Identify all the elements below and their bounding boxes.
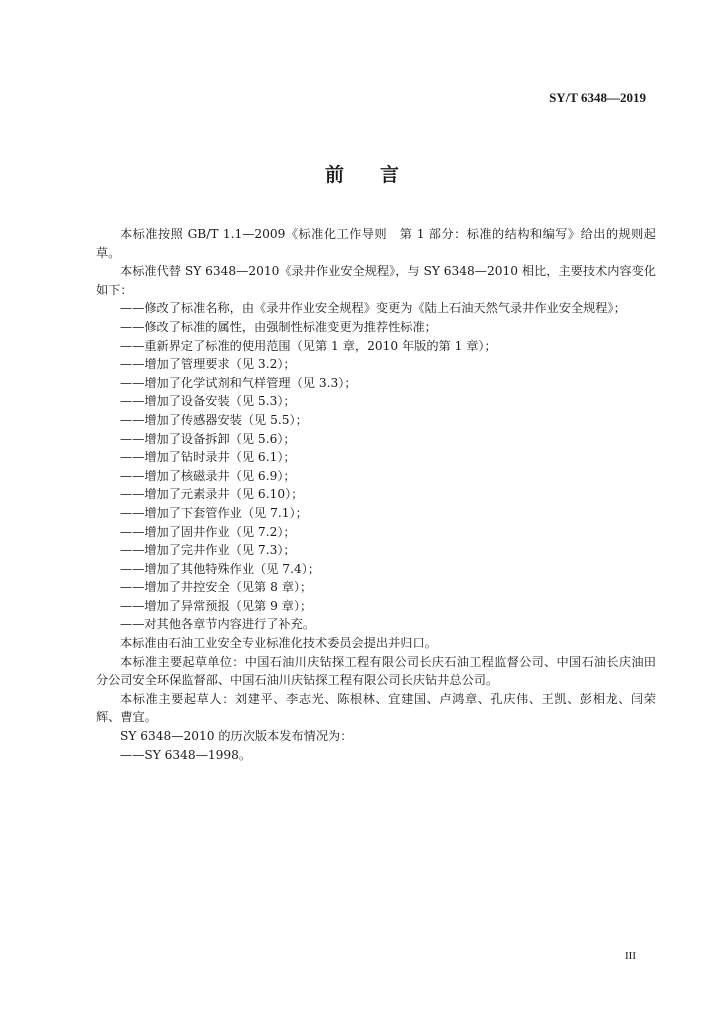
title-part-1: 前 [324, 164, 344, 186]
list-item: ——增加了下套管作业（见 7.1）； [120, 505, 308, 520]
list-item: ——重新界定了标准的使用范围（见第 1 章，2010 年版的第 1 章）； [120, 338, 497, 353]
list-item: ——增加了井控安全（见第 8 章）； [120, 580, 313, 595]
list-item: ——增加了其他特殊作业（见 7.4）； [120, 561, 320, 576]
changes-list [96, 299, 656, 634]
standard-code: SY/T 6348—2019 [549, 90, 646, 105]
paragraph-replacement: 本标准代替 SY 6348—2010《录井作业安全规程》，与 SY 6348—2010 相比，主要技术内容变化如下： [96, 264, 656, 297]
foreword-body [96, 225, 656, 764]
page-title [0, 160, 724, 187]
page-number: III [625, 950, 636, 962]
list-item: ——增加了钻时录井（见 6.1）； [120, 450, 296, 465]
paragraph-drafting-rules: 本标准按照 GB/T 1.1—2009《标准化工作导则 第 1 部分：标准的结构和编写》给出的规则起草。 [96, 227, 656, 260]
list-item: ——增加了固井作业（见 7.2）； [120, 524, 296, 539]
list-item: ——增加了异常预报（见第 9 章）； [120, 598, 313, 613]
title-part-2: 言 [380, 164, 400, 186]
list-item: ——增加了管理要求（见 3.2）； [120, 357, 296, 372]
list-item: ——增加了完井作业（见 7.3）； [120, 543, 296, 558]
list-item: ——增加了设备拆卸（见 5.6）； [120, 431, 296, 446]
list-item: ——增加了化学试剂和气样管理（见 3.3）； [120, 375, 357, 390]
list-item: ——修改了标准名称，由《录井作业安全规程》变更为《陆上石油天然气录井作业安全规程》； [120, 301, 626, 316]
paragraph-drafters: 本标准主要起草人：刘建平、李志光、陈根林、宜建国、卢鸿章、孔庆伟、王凯、彭相龙、闫荣辉、曹宜。 [96, 691, 656, 725]
paragraph-history: SY 6348—2010 的历次版本发布情况为： [120, 729, 353, 744]
history-item: ——SY 6348—1998。 [120, 747, 252, 762]
list-item: ——增加了传感器安装（见 5.5）； [120, 412, 308, 427]
list-item: ——增加了设备安装（见 5.3）； [120, 394, 296, 409]
paragraph-drafting-units: 本标准主要起草单位：中国石油川庆钻探工程有限公司长庆石油工程监督公司、中国石油长庆油田分公司安全环保监督部、中国石油川庆钻探工程有限公司长庆钻井总公司。 [96, 654, 656, 688]
list-item: ——修改了标准的属性，由强制性标准变更为推荐性标准； [120, 319, 437, 334]
list-item: ——增加了核磁录井（见 6.9）； [120, 468, 296, 483]
paragraph-proposer: 本标准由石油工业安全专业标准化技术委员会提出并归口。 [120, 636, 437, 651]
list-item: ——对其他各章节内容进行了补充。 [120, 617, 315, 632]
list-item: ——增加了元素录井（见 6.10）； [120, 487, 304, 502]
